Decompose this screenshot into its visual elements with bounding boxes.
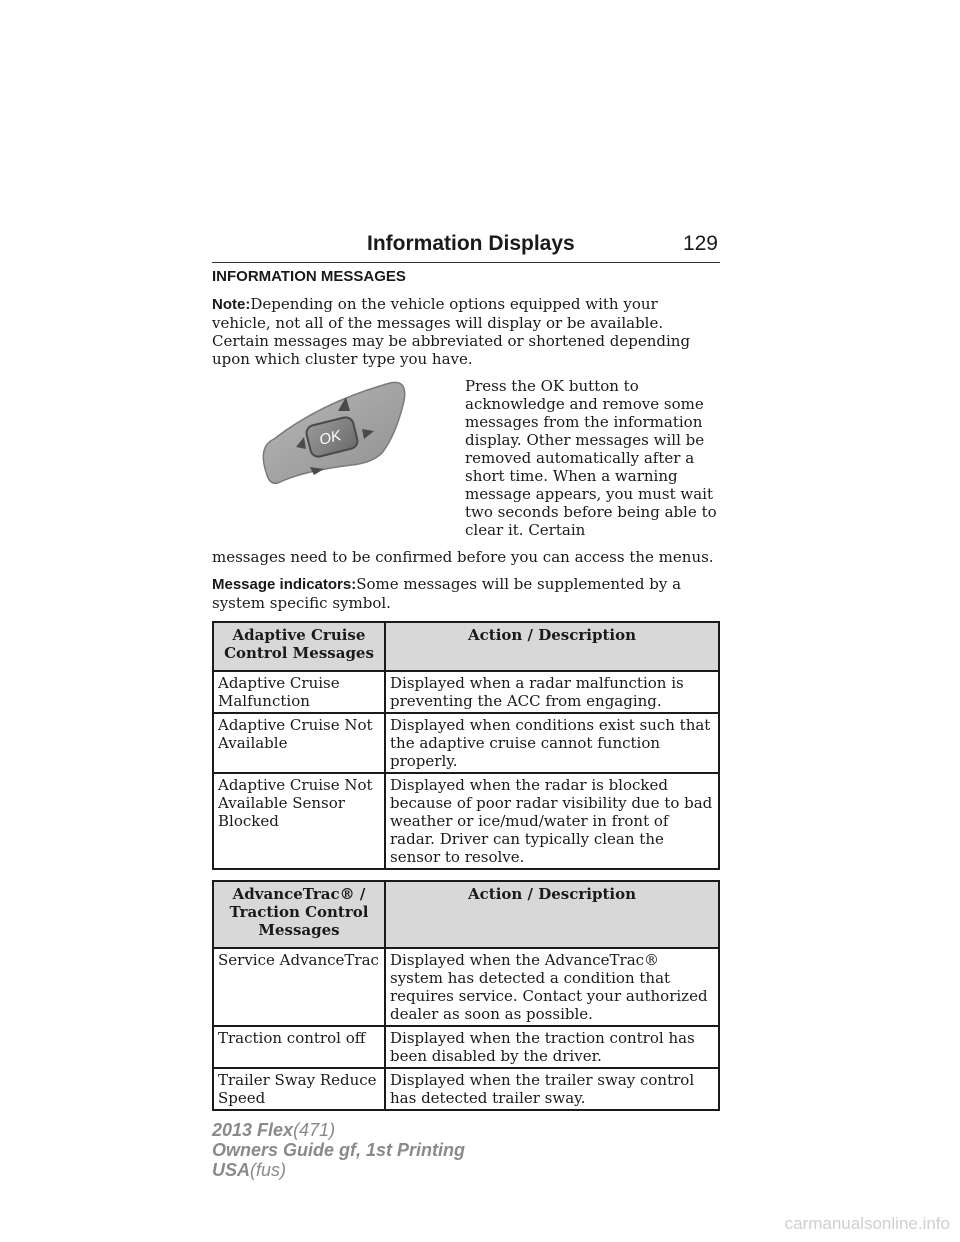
ok-paragraph-continued: messages need to be confirmed before you can access the menus. bbox=[212, 548, 714, 566]
message-cell: Service AdvanceTrac bbox=[213, 948, 385, 1026]
note-text: Depending on the vehicle options equipped with your vehicle, not all of the messages will display or be available. Certain messages may be abbreviated or shortened depending upon which cluster type you have. bbox=[212, 295, 691, 368]
footer-model-code: (471) bbox=[293, 1120, 336, 1140]
ok-button-figure-block bbox=[212, 377, 720, 548]
footer-market-code: (fus) bbox=[250, 1160, 287, 1180]
footer-model-line bbox=[212, 1120, 465, 1140]
description-cell: Displayed when the trailer sway control has detected trailer sway. bbox=[385, 1068, 719, 1110]
footer-model: 2013 Flex bbox=[212, 1120, 294, 1140]
message-cell: Adaptive Cruise Malfunction bbox=[213, 671, 385, 713]
message-cell: Trailer Sway Reduce Speed bbox=[213, 1068, 385, 1110]
message-cell: Traction control off bbox=[213, 1026, 385, 1068]
message-cell: Adaptive Cruise Not Available Sensor Blocked bbox=[213, 773, 385, 869]
note-label: Note: bbox=[212, 296, 251, 313]
table-row bbox=[213, 1068, 719, 1110]
footer-market: USA bbox=[212, 1160, 251, 1180]
steering-wheel-control-figure bbox=[212, 377, 462, 492]
watermark: carmanualsonline.info bbox=[784, 1214, 950, 1233]
column-header-messages: Adaptive Cruise Control Messages bbox=[213, 622, 385, 671]
description-cell: Displayed when the radar is blocked because of poor radar visibility due to bad weather or ice/mud/water in front of radar. Driver can typically clean the sensor to resolve. bbox=[385, 773, 719, 869]
page-footer bbox=[212, 1120, 465, 1180]
table-row bbox=[213, 671, 719, 713]
five-way-control-icon bbox=[212, 377, 462, 492]
adaptive-cruise-table bbox=[212, 621, 720, 870]
header-title: Information Displays bbox=[367, 232, 575, 255]
indicators-label: Message indicators: bbox=[212, 576, 357, 593]
footer-guide: Owners Guide gf, 1st Printing bbox=[212, 1140, 466, 1160]
note-paragraph bbox=[212, 295, 720, 368]
table-row bbox=[213, 948, 719, 1026]
column-header-description: Action / Description bbox=[385, 622, 719, 671]
table-header-row bbox=[213, 622, 719, 671]
footer-market-line bbox=[212, 1160, 465, 1180]
indicators-paragraph bbox=[212, 575, 720, 612]
svg-text:OK: OK bbox=[317, 427, 343, 449]
description-cell: Displayed when the traction control has been disabled by the driver. bbox=[385, 1026, 719, 1068]
page-content bbox=[212, 268, 720, 1121]
description-cell: Displayed when the AdvanceTrac® system has detected a condition that requires service. Contact your authorized dealer as soon as possible. bbox=[385, 948, 719, 1026]
table-row bbox=[213, 1026, 719, 1068]
column-header-description: Action / Description bbox=[385, 881, 719, 948]
table-header-row bbox=[213, 881, 719, 948]
description-cell: Displayed when a radar malfunction is preventing the ACC from engaging. bbox=[385, 671, 719, 713]
page-number: 129 bbox=[682, 232, 718, 255]
advancetrac-table bbox=[212, 880, 720, 1111]
table-row bbox=[213, 713, 719, 773]
table-row bbox=[213, 773, 719, 869]
message-cell: Adaptive Cruise Not Available bbox=[213, 713, 385, 773]
page-header bbox=[212, 232, 720, 263]
column-header-messages: AdvanceTrac® / Traction Control Messages bbox=[213, 881, 385, 948]
indicators-text: Some messages will be supplemented by a system specific symbol. bbox=[212, 575, 682, 612]
section-title: INFORMATION MESSAGES bbox=[212, 268, 406, 285]
ok-paragraph-side: Press the OK button to acknowledge and remove some messages from the information display. Other messages will be removed automatically after a short time. When a warning message appears, you must wait two seconds before being able to clear it. Certain bbox=[465, 377, 717, 539]
description-cell: Displayed when conditions exist such that the adaptive cruise cannot function properly. bbox=[385, 713, 719, 773]
